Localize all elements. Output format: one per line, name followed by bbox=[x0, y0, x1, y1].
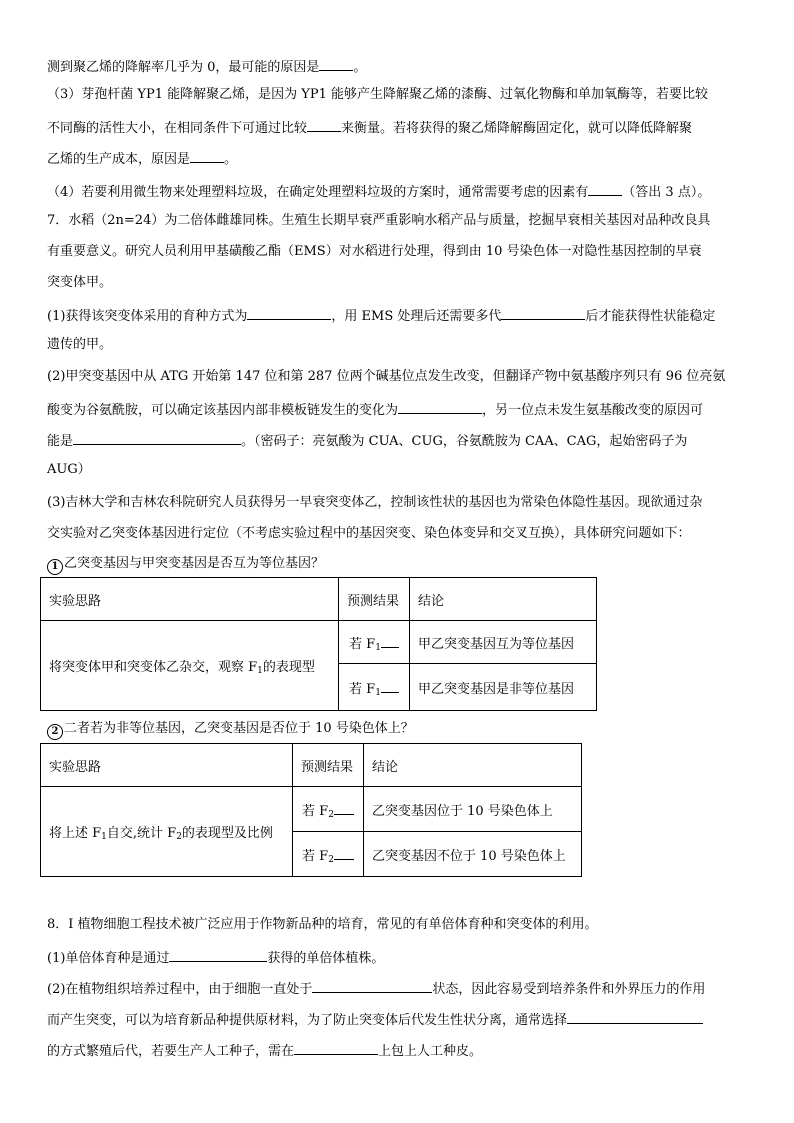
question-7-line: 7．水稻（2n=24）为二倍体雌雄同株。生殖生长期早衰严重影响水稻产品与质量，挖掘早衰相关基因对品种改良具 bbox=[47, 213, 711, 228]
sub-question-2: 2 二者若为非等位基因，乙突变基因是否位于 10 号染色体上？ bbox=[47, 721, 414, 740]
answer-blank[interactable] bbox=[381, 634, 399, 648]
table-header: 预测结果 bbox=[339, 578, 410, 621]
predicted-result-cell: 若 $F_2$ bbox=[293, 787, 364, 832]
answer-blank[interactable] bbox=[307, 118, 341, 132]
answer-blank[interactable] bbox=[398, 400, 482, 414]
answer-blank[interactable] bbox=[567, 1010, 703, 1024]
text-line: 测到聚乙烯的降解率几乎为 0，最可能的原因是 。 bbox=[47, 57, 366, 76]
predicted-result-cell: 若 $F_1$ bbox=[339, 664, 410, 711]
conclusion-cell: 乙突变基因位于 10 号染色体上 bbox=[364, 787, 582, 832]
text-line: AUG） bbox=[47, 462, 91, 477]
answer-blank[interactable] bbox=[588, 182, 622, 196]
answer-blank[interactable] bbox=[294, 1041, 378, 1055]
answer-blank[interactable] bbox=[73, 431, 241, 445]
text-line: 交实验对乙突变体基因进行定位（不考虑实验过程中的基因突变、染色体变异和交叉互换），具体研究问题如下： bbox=[47, 526, 691, 541]
experiment-idea-cell: 将突变体甲和突变体乙杂交，观察 $F_1$的表现型 bbox=[41, 621, 339, 711]
text-line: （4）若要利用微生物来处理塑料垃圾，在确定处理塑料垃圾的方案时，通常需要考虑的因素有 （答出 3 点）。 bbox=[47, 182, 710, 201]
text-line: (1)单倍体育种是通过 获得的单倍体植株。 bbox=[47, 948, 384, 967]
text-line: 酸变为谷氨酰胺，可以确定该基因内部非模板链发生的变化为 ，另一位点未发生氨基酸改变的原因可 bbox=[47, 400, 703, 419]
answer-blank[interactable] bbox=[334, 801, 354, 815]
conclusion-cell: 乙突变基因不位于 10 号染色体上 bbox=[364, 832, 582, 877]
answer-blank[interactable] bbox=[169, 948, 267, 962]
predicted-result-cell: 若 $F_1$ bbox=[339, 621, 410, 664]
question-8-line: 8．I 植物细胞工程技术被广泛应用于作物新品种的培育，常见的有单倍体育种和突变体的利用。 bbox=[47, 917, 598, 932]
sub-question-1: 1 乙突变基因与甲突变基因是否互为等位基因？ bbox=[47, 556, 324, 575]
text-line: 遗传的甲。 bbox=[47, 337, 113, 352]
table-header: 实验思路 bbox=[41, 578, 339, 621]
text-line: (2)甲突变基因中从 ATG 开始第 147 位和第 287 位两个碱基位点发生改变，但翻译产物中氨基酸序列只有 96 位亮氨 bbox=[47, 369, 726, 384]
answer-blank[interactable] bbox=[501, 306, 585, 320]
text-line: (2)在植物组织培养过程中，由于细胞一直处于 状态，因此容易受到培养条件和外界压力的作用 bbox=[47, 979, 705, 998]
text-line: （3）芽孢杆菌 YP1 能降解聚乙烯，是因为 YP1 能够产生降解聚乙烯的漆酶、过氧化物酶和单加氧酶等，若要比较 bbox=[47, 87, 709, 102]
text-line: 有重要意义。研究人员利用甲基磺酸乙酯（EMS）对水稻进行处理，得到由 10 号染色体一对隐性基因控制的早衰 bbox=[47, 244, 702, 259]
text-line: 的方式繁殖后代，若要生产人工种子，需在 上包上人工种皮。 bbox=[47, 1041, 482, 1060]
experiment-idea-cell: 将上述 $F_1$自交,统计 $F_2$的表现型及比例 bbox=[41, 787, 293, 877]
text-line: 突变体甲。 bbox=[47, 275, 113, 290]
answer-blank[interactable] bbox=[312, 979, 432, 993]
text-line: (3)吉林大学和吉林农科院研究人员获得另一早衰突变体乙，控制该性状的基因也为常染色体隐性基因。现欲通过杂 bbox=[47, 495, 703, 510]
table-header: 实验思路 bbox=[41, 744, 293, 787]
experiment-table-2 bbox=[40, 743, 582, 877]
predicted-result-cell: 若 $F_2$ bbox=[293, 832, 364, 877]
conclusion-cell: 甲乙突变基因互为等位基因 bbox=[410, 621, 597, 664]
answer-blank[interactable] bbox=[334, 846, 354, 860]
text-line: 不同酶的活性大小，在相同条件下可通过比较 来衡量。若将获得的聚乙烯降解酶固定化，就可以降低降解聚 bbox=[47, 118, 692, 137]
text-line: (1)获得该突变体采用的育种方式为 ，用 EMS 处理后还需要多代 后才能获得性状能稳定 bbox=[47, 306, 715, 325]
answer-blank[interactable] bbox=[247, 306, 331, 320]
text-line: 能是 。（密码子：亮氨酸为 CUA、CUG，谷氨酰胺为 CAA、CAG，起始密码子为 bbox=[47, 431, 687, 450]
circled-number: 1 bbox=[47, 559, 63, 575]
table-header: 结论 bbox=[410, 578, 597, 621]
circled-number: 2 bbox=[47, 724, 63, 740]
answer-blank[interactable] bbox=[190, 149, 224, 163]
answer-blank[interactable] bbox=[381, 679, 399, 693]
answer-blank[interactable] bbox=[319, 57, 353, 71]
table-header: 结论 bbox=[364, 744, 582, 787]
text-line: 而产生突变，可以为培育新品种提供原材料，为了防止突变体后代发生性状分离，通常选择 bbox=[47, 1010, 703, 1029]
conclusion-cell: 甲乙突变基因是非等位基因 bbox=[410, 664, 597, 711]
table-header: 预测结果 bbox=[293, 744, 364, 787]
experiment-table-1 bbox=[40, 577, 597, 711]
text-line: 乙烯的生产成本，原因是 。 bbox=[47, 149, 237, 168]
